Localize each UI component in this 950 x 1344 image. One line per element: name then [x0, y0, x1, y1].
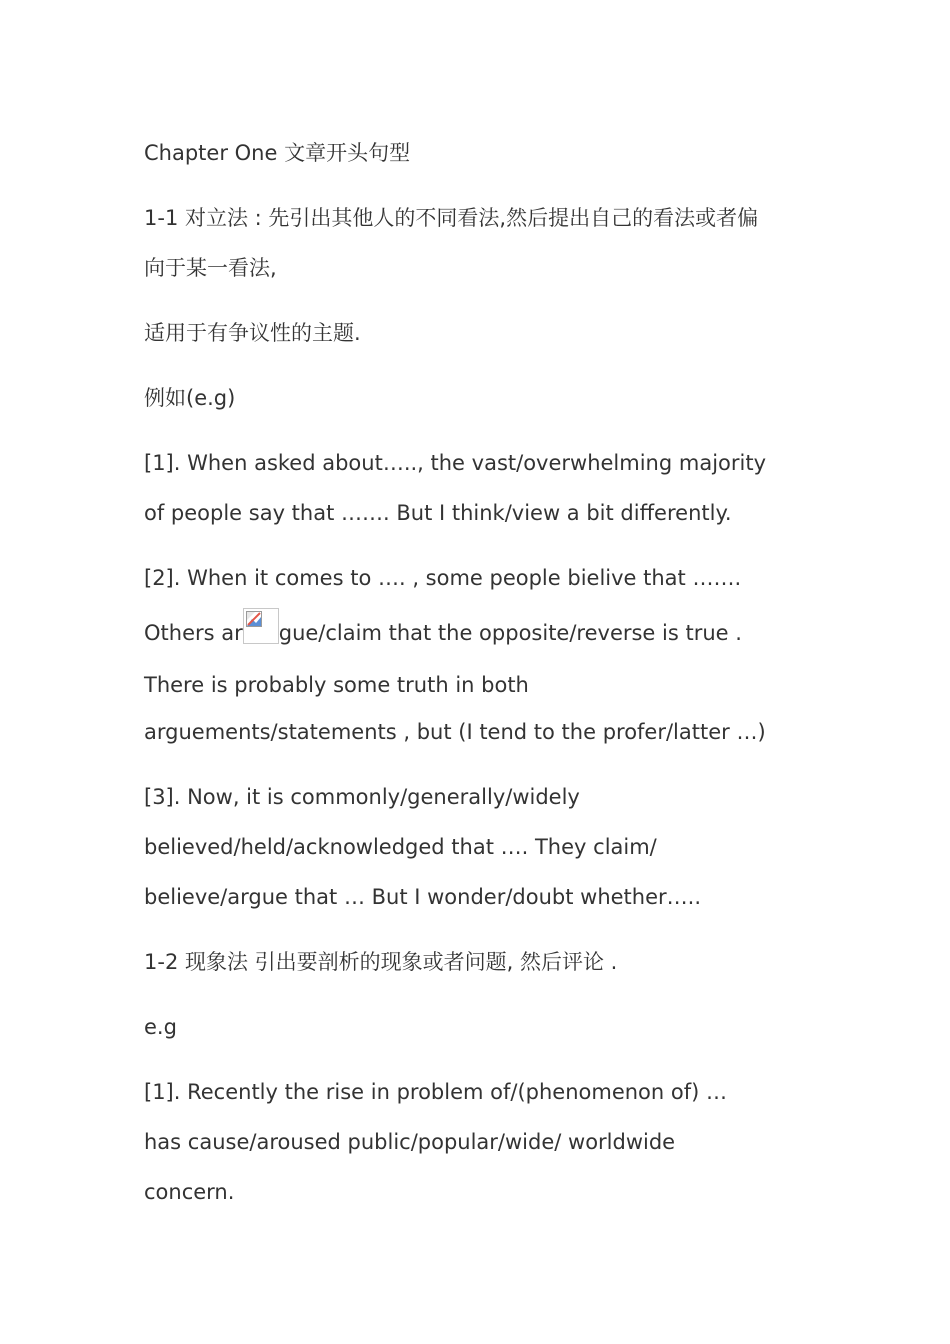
example-1-1-3: [144, 772, 816, 922]
section-1-2-heading: [144, 937, 816, 987]
section-1-1-applies: [144, 308, 816, 358]
broken-image-icon: [243, 608, 279, 644]
example-1-1-2: [144, 553, 816, 757]
example-line: arguements/statements , but (I tend to the profer/latter …): [144, 720, 766, 744]
example-line: [2]. When it comes to …. , some people bielive that …….: [144, 566, 742, 590]
chapter-title-text: Chapter One 文章开头句型: [144, 141, 411, 165]
example-line: [1]. Recently the rise in problem of/(phenomenon of) …: [144, 1080, 727, 1104]
document-page: [144, 128, 816, 1232]
example-line-with-image: [144, 603, 816, 663]
eg-label-text: 例如(e.g): [144, 386, 236, 410]
example-line: concern.: [144, 1180, 235, 1204]
eg-label-text: e.g: [144, 1015, 177, 1039]
example-line: There is probably some truth in both: [144, 673, 529, 697]
example-line: believe/argue that … But I wonder/doubt whether…..: [144, 885, 701, 909]
section-1-2-eg-label: [144, 1002, 816, 1052]
example-line: has cause/aroused public/popular/wide/ worldwide: [144, 1130, 676, 1154]
section-1-1-heading-line: 向于某一看法,: [144, 256, 277, 280]
example-1-1-1: [144, 438, 816, 538]
applies-text: 适用于有争议性的主题.: [144, 321, 361, 345]
section-1-2-heading-text: 1-2 现象法 引出要剖析的现象或者问题, 然后评论 .: [144, 950, 618, 974]
example-line-part: Others ar: [144, 621, 243, 645]
chapter-title: [144, 128, 816, 178]
section-1-1-heading-line: 1-1 对立法 : 先引出其他人的不同看法,然后提出自己的看法或者偏: [144, 206, 759, 230]
example-line-part: gue/claim that the opposite/reverse is true .: [278, 621, 742, 645]
example-line: [3]. Now, it is commonly/generally/widely: [144, 785, 580, 809]
broken-image-glyph: [246, 611, 262, 627]
example-line: believed/held/acknowledged that …. They claim/: [144, 835, 657, 859]
example-line: [1]. When asked about….., the vast/overwhelming majority: [144, 451, 767, 475]
example-line: of people say that ……. But I think/view a bit differently.: [144, 501, 732, 525]
section-1-1-heading: [144, 193, 816, 293]
example-1-2-1: [144, 1067, 816, 1217]
section-1-1-eg-label: [144, 373, 816, 423]
